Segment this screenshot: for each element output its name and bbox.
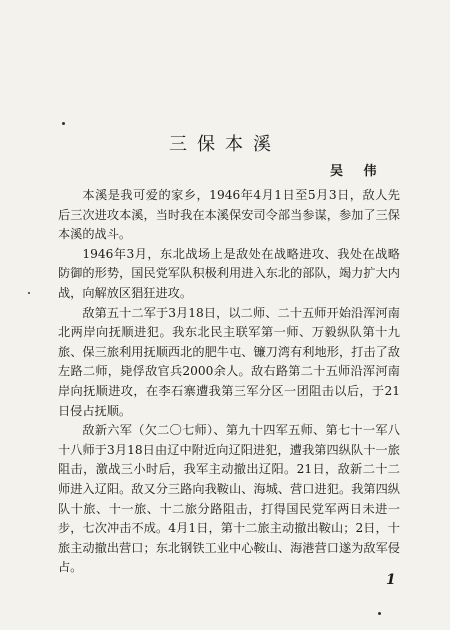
paragraph: 敌第五十二军于3月18日，以二师、二十五师开始沿浑河南北两岸向抚顺进犯。我东北民主联军第一师、万毅纵队第十九旅、保三旅利用抚顺西北的肥牛屯、镰刀湾有利地形，打击了敌左路二师，毙俘敌官兵2000余人。敌右路第二十五师沿浑河南岸向抚顺进攻，在李石寨遭我第三军分区一团阻击以后，于21日侵占抚顺。	[58, 305, 400, 418]
body-text	[58, 186, 400, 578]
author-name: 吴 伟	[330, 164, 385, 179]
paragraph: 敌新六军（欠二〇七师）、第九十四军五师、第七十一军八十八师于3月18日由辽中附近向辽阳进犯，遭我第四纵队十一旅阻击，激战三小时后，我军主动撤出辽阳。21日，敌新二十二师进入辽阳。敌又分三路向我鞍山、海城、营口进犯。我第四纵队十旅、十一旅、十二旅分路阻击，打得国民党军两日未进一步，七次冲击不成。4月1日，第十二旅主动撤出鞍山；2日，十旅主动撤出营口；东北钢铁工业中心鞍山、海港营口遂为敌军侵占。	[58, 423, 400, 575]
page-title: 三保本溪	[169, 134, 281, 155]
page-number: 1	[386, 572, 396, 588]
scan-speck	[28, 292, 30, 294]
paragraph: 1946年3月，东北战场上是敌处在战略进攻、我处在战略防御的形势，国民党军队积极利用进入东北的部队，竭力扩大内战，向解放区猖狂进攻。	[58, 246, 400, 300]
paragraph: 本溪是我可爱的家乡，1946年4月1日至5月3日，敌人先后三次进攻本溪，当时我在本溪保安司令部当参谋，参加了三保本溪的战斗。	[58, 188, 400, 242]
scan-speck	[378, 612, 381, 615]
scan-speck	[62, 122, 65, 125]
